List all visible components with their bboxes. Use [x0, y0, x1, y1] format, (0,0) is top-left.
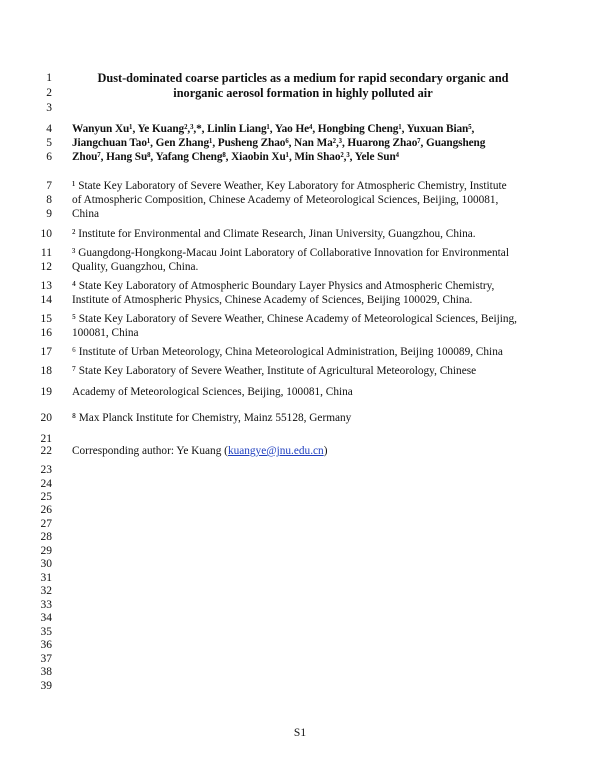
line-number: 32 — [40, 585, 52, 597]
line-number: 29 — [40, 545, 52, 557]
line-number: 33 — [40, 599, 52, 611]
line-number: 16 — [40, 327, 52, 339]
author-list-line-1: Wanyun Xu¹, Ye Kuang²,³,*, Linlin Liang¹, Yao He⁴, Hongbing Cheng¹, Yuxuan Bian⁵, — [72, 123, 475, 135]
line-number: 5 — [46, 137, 52, 149]
affiliation-4-line-1: ⁴ State Key Laboratory of Atmospheric Boundary Layer Physics and Atmospheric Chemistry, — [72, 280, 495, 292]
page-number: S1 — [293, 727, 307, 739]
corresponding-email-link[interactable]: kuangye@jnu.edu.cn — [227, 445, 324, 457]
affiliation-4-line-2: Institute of Atmospheric Physics, Chinese Academy of Sciences, Beijing 100029, China. — [72, 294, 473, 306]
line-number: 23 — [40, 464, 52, 476]
line-number: 6 — [46, 151, 52, 163]
line-number: 25 — [40, 491, 52, 503]
affiliation-3-line-1: ³ Guangdong-Hongkong-Macau Joint Laboratory of Collaborative Innovation for Environmental — [72, 247, 509, 259]
line-number: 20 — [40, 412, 52, 424]
affiliation-7-line-2: Academy of Meteorological Sciences, Beijing, 100081, China — [72, 386, 353, 398]
line-number: 36 — [40, 639, 52, 651]
line-number: 31 — [40, 572, 52, 584]
line-number: 17 — [40, 346, 52, 358]
line-number: 9 — [46, 208, 52, 220]
affiliation-7-line-1: ⁷ State Key Laboratory of Severe Weather, Institute of Agricultural Meteorology, Chinese — [72, 365, 477, 377]
paper-title-line-1: Dust-dominated coarse particles as a medium for rapid secondary organic and — [97, 71, 509, 85]
affiliation-5-line-2: 100081, China — [72, 327, 139, 339]
corresponding-author — [72, 445, 534, 458]
affiliation-1-line-3: China — [72, 208, 99, 220]
affiliation-8: ⁸ Max Planck Institute for Chemistry, Mainz 55128, Germany — [72, 412, 352, 424]
line-number: 21 — [40, 433, 52, 445]
affiliation-3-line-2: Quality, Guangzhou, China. — [72, 261, 199, 273]
corresponding-author-suffix: ) — [323, 445, 328, 457]
line-number: 15 — [40, 313, 52, 325]
line-number: 24 — [40, 478, 52, 490]
line-number: 34 — [40, 612, 52, 624]
line-number: 30 — [40, 558, 52, 570]
affiliation-1-line-2: of Atmospheric Composition, Chinese Academy of Meteorological Sciences, Beijing, 100081, — [72, 194, 499, 206]
line-number: 19 — [40, 386, 52, 398]
line-number: 8 — [46, 194, 52, 206]
line-number: 2 — [46, 87, 52, 99]
line-number: 12 — [40, 261, 52, 273]
line-number: 14 — [40, 294, 52, 306]
line-number: 10 — [40, 228, 52, 240]
line-number: 28 — [40, 531, 52, 543]
line-number: 22 — [40, 445, 52, 457]
affiliation-6: ⁶ Institute of Urban Meteorology, China Meteorological Administration, Beijing 100089, China — [72, 346, 503, 358]
line-number: 3 — [46, 102, 52, 114]
affiliation-2: ² Institute for Environmental and Climate Research, Jinan University, Guangzhou, China. — [72, 228, 476, 240]
line-number: 27 — [40, 518, 52, 530]
paper-title-line-2: inorganic aerosol formation in highly polluted air — [173, 86, 433, 100]
corresponding-author-label: Corresponding author: Ye Kuang ( — [72, 445, 228, 457]
line-number: 11 — [40, 247, 52, 259]
line-number: 26 — [40, 504, 52, 516]
line-number: 7 — [46, 180, 52, 192]
line-number: 18 — [40, 365, 52, 377]
affiliation-1-line-1: ¹ State Key Laboratory of Severe Weather, Key Laboratory for Atmospheric Chemistry, Institute — [72, 180, 507, 192]
affiliation-5-line-1: ⁵ State Key Laboratory of Severe Weather, Chinese Academy of Meteorological Sciences, Beijing, — [72, 313, 517, 325]
author-list-line-3: Zhou⁷, Hang Su⁸, Yafang Cheng⁸, Xiaobin Xu¹, Min Shao²,³, Yele Sun⁴ — [72, 151, 399, 163]
author-list-line-2: Jiangchuan Tao¹, Gen Zhang¹, Pusheng Zhao⁶, Nan Ma²,³, Huarong Zhao⁷, Guangsheng — [72, 137, 486, 149]
line-number: 4 — [46, 123, 52, 135]
line-number: 13 — [40, 280, 52, 292]
line-number: 38 — [40, 666, 52, 678]
line-number: 39 — [40, 680, 52, 692]
line-number: 35 — [40, 626, 52, 638]
line-number: 37 — [40, 653, 52, 665]
line-number: 1 — [46, 72, 52, 84]
